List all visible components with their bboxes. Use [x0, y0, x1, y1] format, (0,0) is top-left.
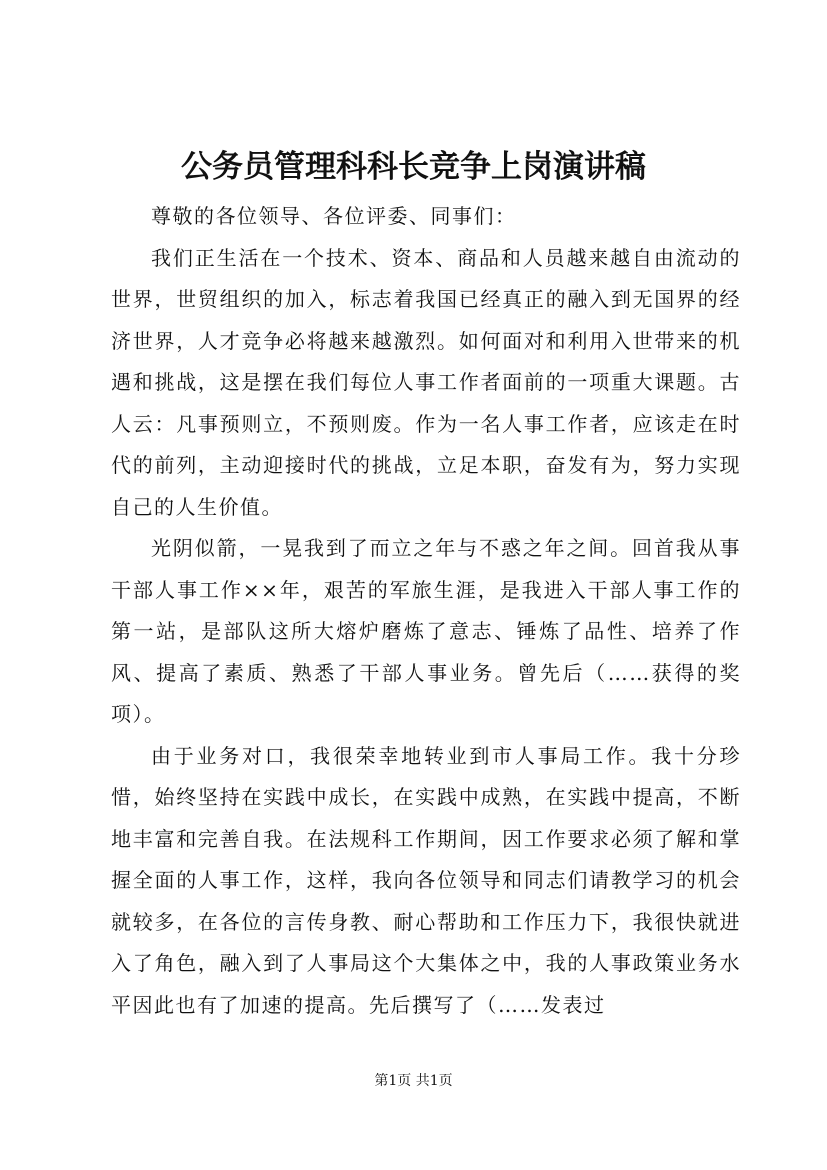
page-footer: 第1页 共1页: [374, 1073, 453, 1089]
document-body: [111, 196, 741, 1026]
body-paragraph: 我们正生活在一个技术、资本、商品和人员越来越自由流动的世界，世贸组织的加入，标志着我国已经真正的融入到无国界的经济世界，人才竞争必将越来越激烈。如何面对和利用入世带来的机遇和挑战，这是摆在我们每位人事工作者面前的一项重大课题。古人云：凡事预则立，不预则废。作为一名人事工作者，应该走在时代的前列，主动迎接时代的挑战，立足本职，奋发有为，努力实现自己的人生价值。: [111, 245, 741, 519]
document-title: 公务员管理科科长竞争上岗演讲稿: [181, 149, 646, 185]
body-paragraph: 由于业务对口，我很荣幸地转业到市人事局工作。我十分珍惜，始终坚持在实践中成长，在实践中成熟，在实践中提高，不断地丰富和完善自我。在法规科工作期间，因工作要求必须了解和掌握全面的人事工作，这样，我向各位领导和同志们请教学习的机会就较多，在各位的言传身教、耐心帮助和工作压力下，我很快就进入了角色，融入到了人事局这个大集体之中，我的人事政策业务水平因此也有了加速的提高。先后撰写了（……发表过: [111, 743, 741, 1017]
body-paragraph: 光阴似箭，一晃我到了而立之年与不惑之年之间。回首我从事干部人事工作××年，艰苦的军旅生涯，是我进入干部人事工作的第一站，是部队这所大熔炉磨炼了意志、锤炼了品性、培养了作风、提高了素质、熟悉了干部人事业务。曾先后（……获得的奖项）。: [111, 536, 741, 726]
salutation-paragraph: 尊敬的各位领导、各位评委、同事们：: [151, 204, 517, 228]
